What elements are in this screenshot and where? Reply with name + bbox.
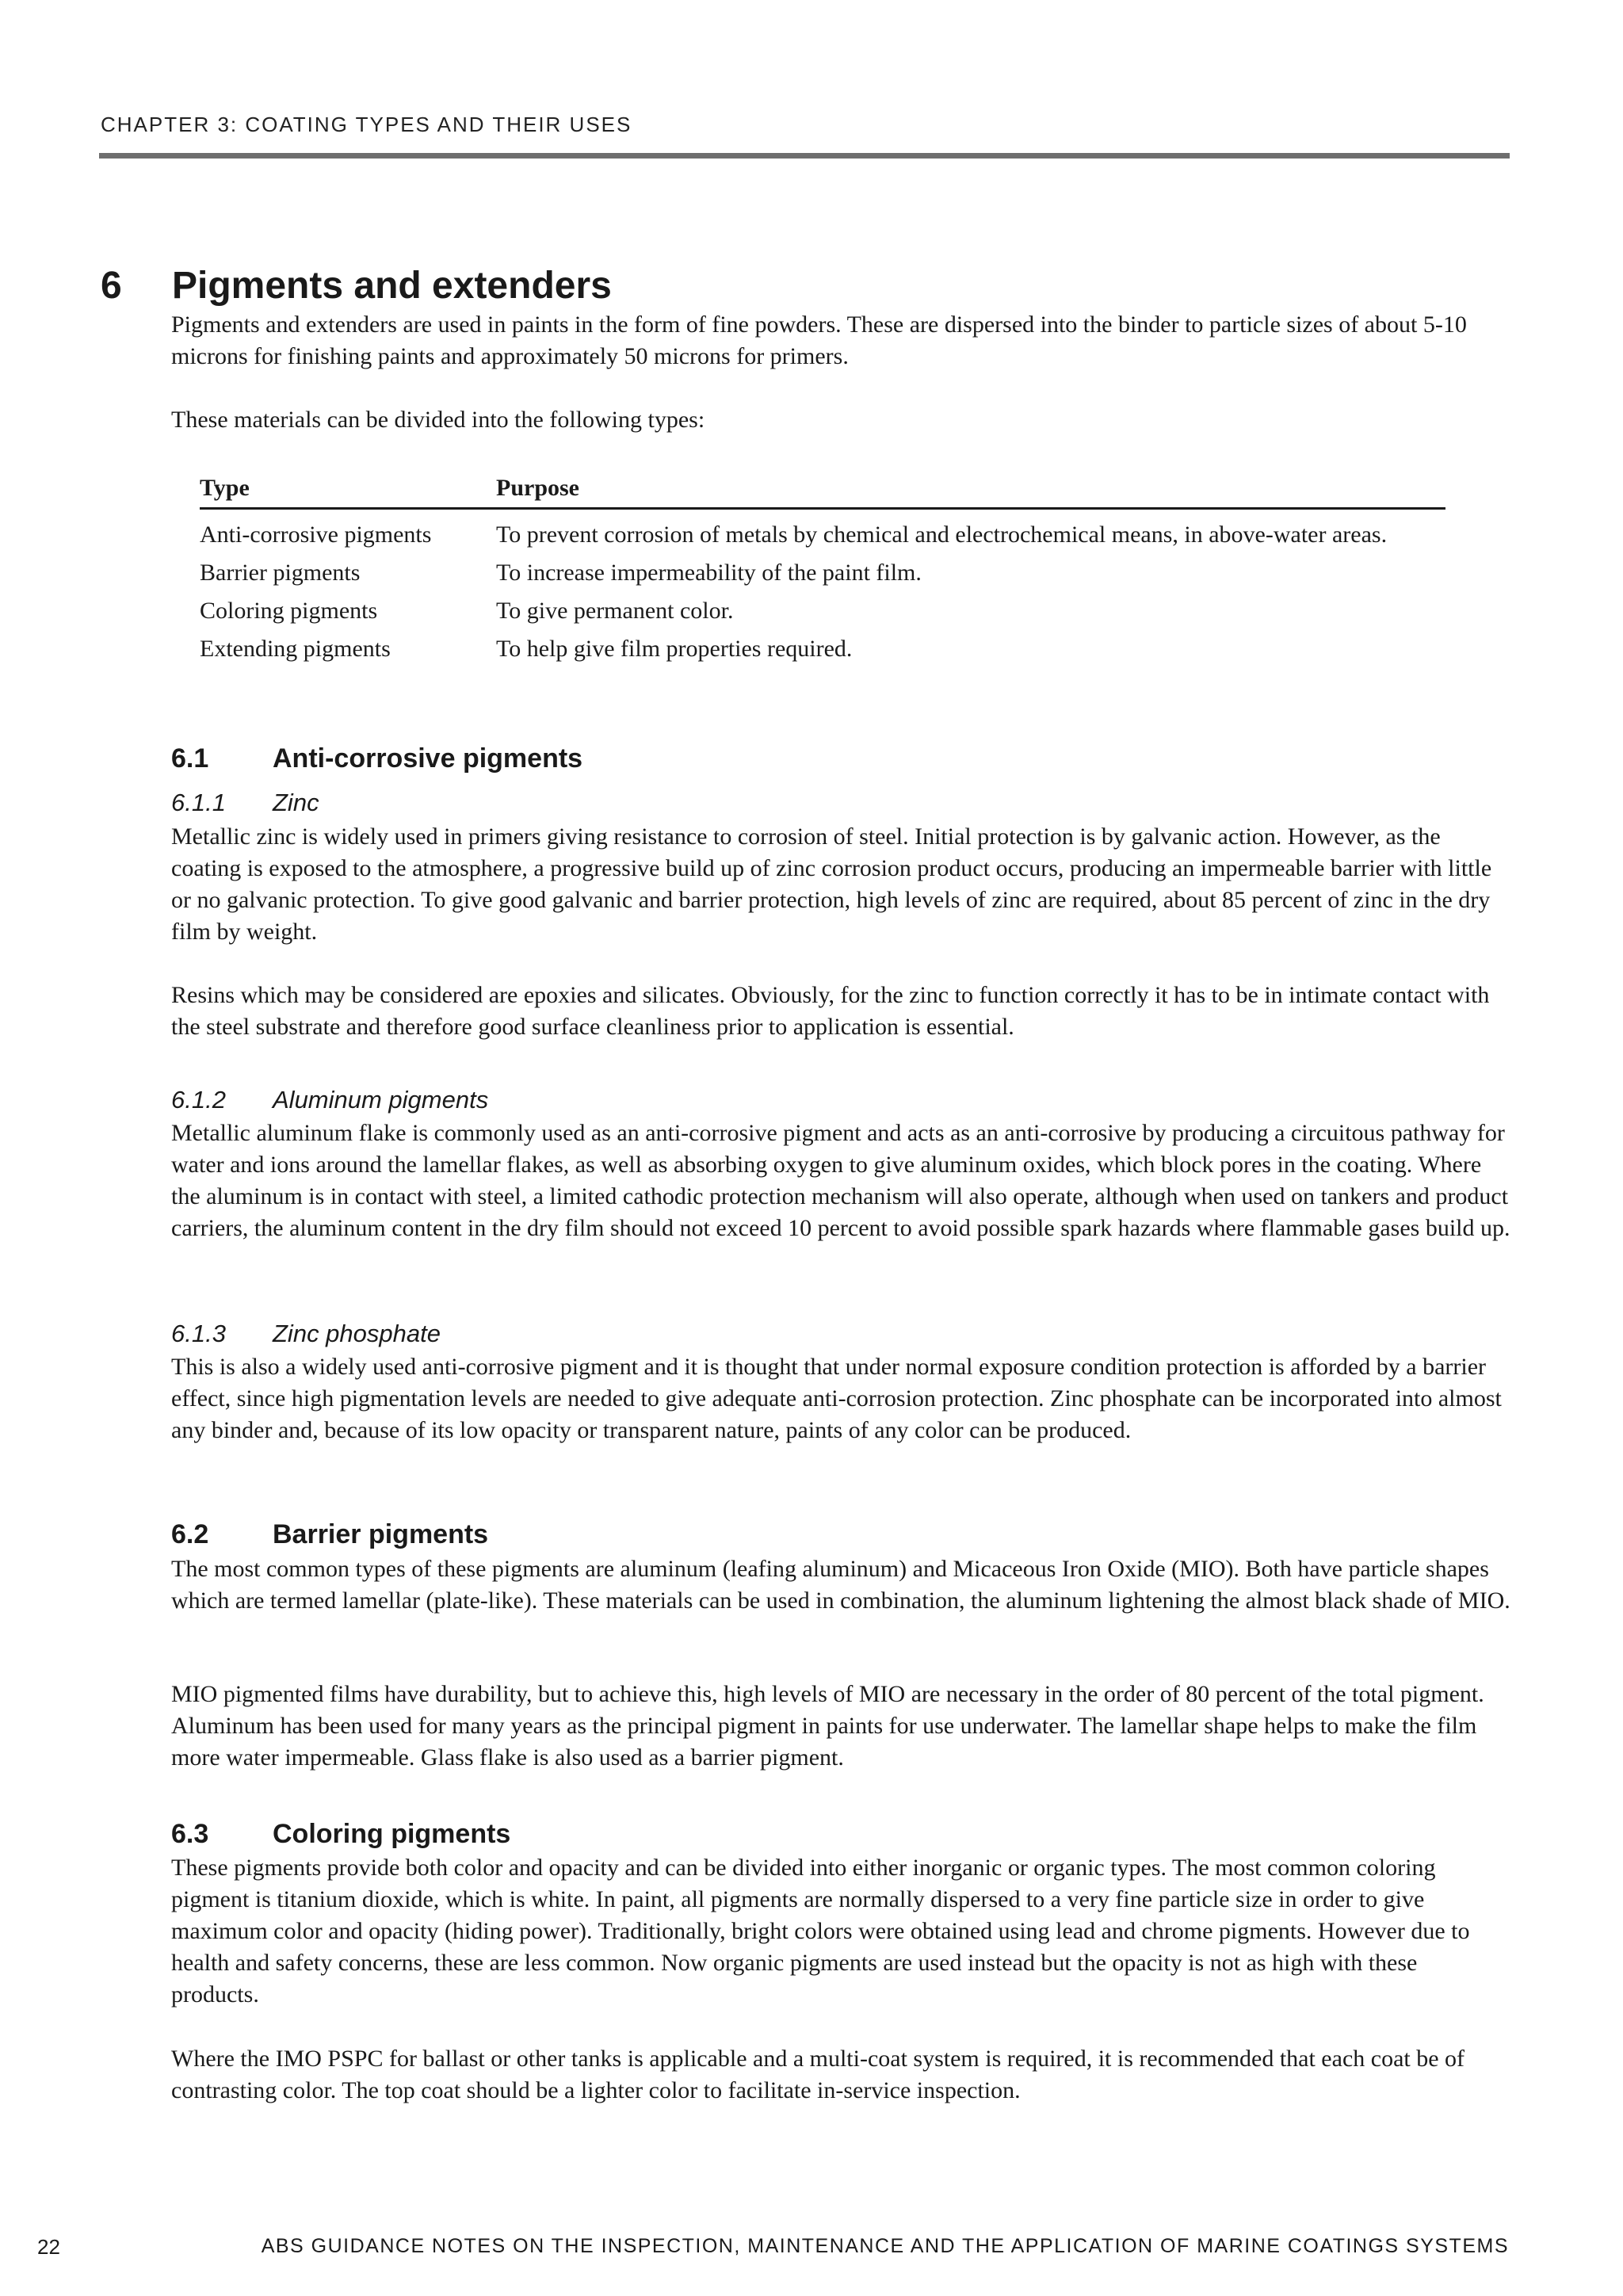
coloring-block (171, 1852, 1510, 2011)
intro-paragraph: Pigments and extenders are used in paints in the form of fine powders. These are dispersed into the binder to particle sizes of about 5-10 microns for finishing paints and approximately 50 microns for primers. (171, 311, 1467, 369)
table-cell-type: Coloring pigments (200, 598, 378, 624)
zinc-paragraph-1: Metallic zinc is widely used in primers giving resistance to corrosion of steel. Initial protection is by galvanic action. However, as the coating is exposed to the atmosphere, a progressive build up of zinc corrosion product occurs, producing an impermeable barrier with little or no galvanic protection. To give good galvanic and barrier protection, high levels of zinc are required, about 85 percent of zinc in the dry film by weight. (171, 823, 1492, 945)
subsubsection-heading-6-1-1 (171, 789, 319, 817)
table-header-type: Type (200, 471, 496, 509)
types-lead: These materials can be divided into the following types: (171, 407, 705, 433)
subsection-number: 6.1 (171, 743, 209, 774)
zinc-paragraph-2: Resins which may be considered are epoxies and silicates. Obviously, for the zinc to function correctly it has to be in intimate contact with the steel substrate and therefore good surface cleanliness prior to application is essential. (171, 982, 1490, 1040)
aluminum-block (171, 1117, 1510, 1244)
barrier-block (171, 1553, 1510, 1617)
table-cell-purpose: To give permanent color. (496, 598, 734, 624)
table-row (200, 551, 1445, 589)
subsection-number: 6.2 (171, 1519, 209, 1549)
running-head: CHAPTER 3: COATING TYPES AND THEIR USES (101, 113, 632, 136)
page-number: 22 (37, 2235, 60, 2259)
subsubsection-title: Aluminum pigments (273, 1086, 489, 1114)
coloring-paragraph-2: Where the IMO PSPC for ballast or other tanks is applicable and a multi-coat system is required, it is recommended that each coat be of contrasting color. The top coat should be a lighter color to facilitate in-service inspection. (171, 2046, 1465, 2103)
table-row (200, 627, 1445, 665)
table-cell-purpose: To prevent corrosion of metals by chemical and electrochemical means, in above-water areas. (496, 521, 1388, 548)
barrier-paragraph-1: The most common types of these pigments are aluminum (leafing aluminum) and Micaceous Iron Oxide (MIO). Both have particle shapes which are termed lamellar (plate-like). These materials can be used in combination, the aluminum lightening the almost black shade of MIO. (171, 1556, 1510, 1614)
footer-title: ABS GUIDANCE NOTES ON THE INSPECTION, MAINTENANCE AND THE APPLICATION OF MARINE COATINGS SYSTEMS (261, 2235, 1509, 2257)
table-cell-purpose: To increase impermeability of the paint film. (496, 560, 922, 586)
section-heading (101, 264, 612, 308)
barrier-block-2 (171, 1679, 1510, 1774)
table-header-purpose: Purpose (496, 471, 1445, 509)
phosphate-block (171, 1351, 1510, 1446)
zinc-block (171, 821, 1510, 948)
coloring-paragraph-1: These pigments provide both color and opacity and can be divided into either inorganic or organic types. The most common coloring pigment is titanium dioxide, which is white. In paint, all pigments are normally dispersed to a very fine particle size in order to give maximum color and opacity (hiding power). Traditionally, bright colors were obtained using lead and chrome pigments. However due to health and safety concerns, these are less common. Now organic pigments are used instead but the opacity is not as high with these products. (171, 1855, 1470, 2008)
subsubsection-number: 6.1.1 (171, 789, 226, 816)
subsection-number: 6.3 (171, 1819, 209, 1849)
intro-block (171, 309, 1510, 372)
table-row (200, 509, 1445, 552)
table-cell-type: Anti-corrosive pigments (200, 521, 432, 548)
subsubsection-title: Zinc (273, 789, 319, 816)
table-header-row (200, 471, 1445, 509)
table-cell-purpose: To help give film properties required. (496, 636, 853, 662)
types-lead-block (171, 404, 1510, 436)
table-row (200, 589, 1445, 627)
types-table (200, 471, 1445, 665)
table-cell-type: Extending pigments (200, 636, 391, 662)
subsubsection-number: 6.1.2 (171, 1086, 226, 1114)
subsubsection-title: Zinc phosphate (273, 1320, 441, 1347)
section-number: 6 (101, 265, 122, 307)
phosphate-paragraph-1: This is also a widely used anti-corrosive pigment and it is thought that under normal exposure condition protection is afforded by a barrier effect, since high pigmentation levels are needed to give adequate anti-corrosion protection. Zinc phosphate can be incorporated into almost any binder and, because of its low opacity or transparent nature, paints of any color can be produced. (171, 1354, 1502, 1443)
subsection-heading-6-3 (171, 1819, 510, 1850)
subsubsection-heading-6-1-2 (171, 1086, 488, 1114)
coloring-block-2 (171, 2043, 1510, 2107)
subsection-title: Coloring pigments (273, 1819, 511, 1849)
subsubsection-number: 6.1.3 (171, 1320, 226, 1347)
subsection-heading-6-2 (171, 1519, 488, 1550)
table-cell-type: Barrier pigments (200, 560, 361, 586)
aluminum-paragraph-1: Metallic aluminum flake is commonly used as an anti-corrosive pigment and acts as an anti-corrosive by producing a circuitous pathway for water and ions around the lamellar flakes, as well as absorbing oxygen to give aluminum oxides, which block pores in the coating. Where the aluminum is in contact with steel, a limited cathodic protection mechanism will also operate, although when used on tankers and product carriers, the aluminum content in the dry film should not exceed 10 percent to avoid possible spark hazards where flammable gases build up. (171, 1120, 1510, 1241)
header-rule (99, 153, 1510, 159)
section-title: Pigments and extenders (172, 265, 612, 307)
subsection-title: Barrier pigments (273, 1519, 489, 1549)
subsubsection-heading-6-1-3 (171, 1320, 441, 1348)
subsection-heading-6-1 (171, 743, 582, 774)
barrier-paragraph-2: MIO pigmented films have durability, but to achieve this, high levels of MIO are necessary in the order of 80 percent of the total pigment. Aluminum has been used for many years as the principal pigment in paints for use underwater. The lamellar shape helps to make the film more water impermeable. Glass flake is also used as a barrier pigment. (171, 1681, 1484, 1771)
zinc-block-2 (171, 980, 1510, 1043)
subsection-title: Anti-corrosive pigments (273, 743, 583, 774)
